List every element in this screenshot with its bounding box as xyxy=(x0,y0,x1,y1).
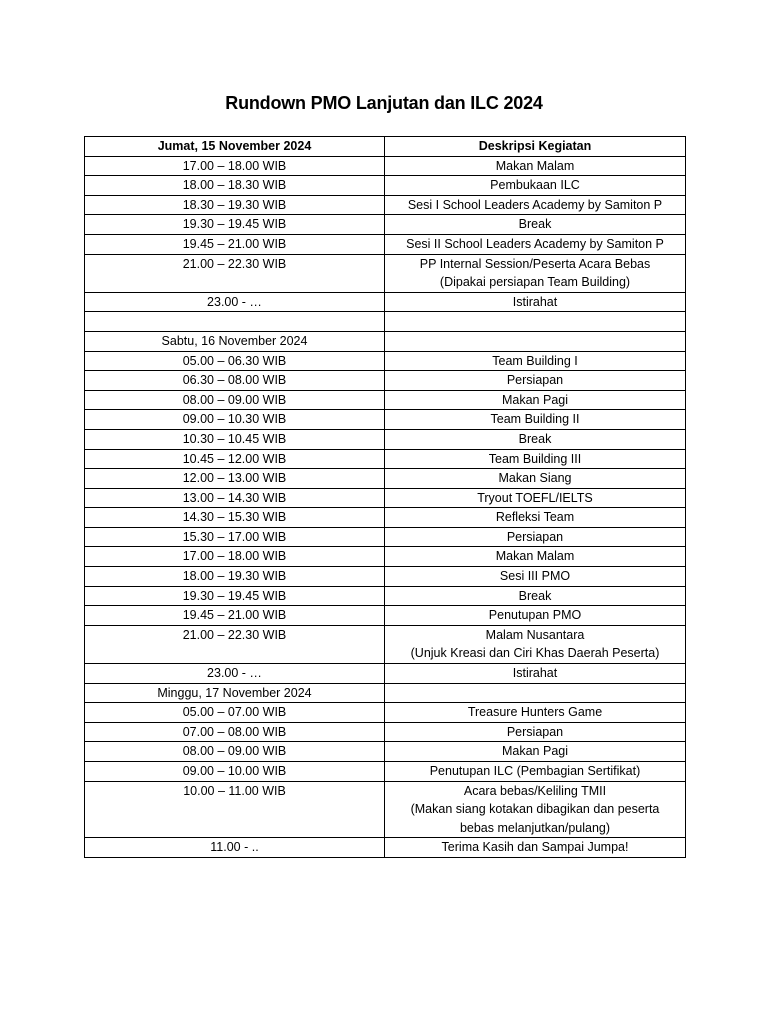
description-line: Penutupan PMO xyxy=(488,608,582,623)
table-row xyxy=(85,156,686,176)
table-row xyxy=(85,312,686,332)
table-row xyxy=(85,625,686,663)
description-cell xyxy=(385,586,686,606)
description-cell xyxy=(385,722,686,742)
time-cell: 08.00 – 09.00 WIB xyxy=(85,742,385,762)
description-cell xyxy=(385,488,686,508)
description-cell xyxy=(385,390,686,410)
time-cell: 10.00 – 11.00 WIB xyxy=(85,781,385,838)
description-cell xyxy=(385,547,686,567)
description-line: Makan Pagi xyxy=(501,392,568,407)
table-row xyxy=(85,547,686,567)
table-body xyxy=(85,156,686,857)
description-line: Treasure Hunters Game xyxy=(467,705,603,720)
description-cell xyxy=(385,508,686,528)
time-cell: 23.00 - … xyxy=(85,292,385,312)
description-line: Team Building I xyxy=(492,353,578,368)
time-cell: 17.00 – 18.00 WIB xyxy=(85,547,385,567)
description-line: bebas melanjutkan/pulang) xyxy=(459,820,611,835)
description-line: Sesi III PMO xyxy=(499,569,571,584)
table-row xyxy=(85,781,686,838)
table-row xyxy=(85,586,686,606)
page-title: Rundown PMO Lanjutan dan ILC 2024 xyxy=(225,93,543,113)
time-cell xyxy=(85,312,385,332)
description-line: Makan Malam xyxy=(495,158,575,173)
description-cell xyxy=(385,410,686,430)
description-line: Malam Nusantara xyxy=(485,627,585,642)
table-header-row xyxy=(85,137,686,157)
description-cell xyxy=(385,351,686,371)
table-row xyxy=(85,215,686,235)
time-cell: 09.00 – 10.00 WIB xyxy=(85,762,385,782)
time-cell: 05.00 – 07.00 WIB xyxy=(85,703,385,723)
time-cell: 15.30 – 17.00 WIB xyxy=(85,527,385,547)
description-cell xyxy=(385,625,686,663)
description-line: Team Building III xyxy=(488,451,582,466)
description-cell xyxy=(385,195,686,215)
description-line xyxy=(389,684,681,703)
description-cell xyxy=(385,664,686,684)
table-row xyxy=(85,722,686,742)
description-line: Acara bebas/Keliling TMII xyxy=(463,783,607,798)
time-cell: 13.00 – 14.30 WIB xyxy=(85,488,385,508)
table-row xyxy=(85,449,686,469)
description-line: Team Building II xyxy=(490,412,580,427)
description-cell xyxy=(385,292,686,312)
table-row xyxy=(85,234,686,254)
time-cell: 17.00 – 18.00 WIB xyxy=(85,156,385,176)
time-cell: 21.00 – 22.30 WIB xyxy=(85,625,385,663)
time-cell: 11.00 - .. xyxy=(85,838,385,858)
time-cell: 12.00 – 13.00 WIB xyxy=(85,469,385,489)
time-cell: 08.00 – 09.00 WIB xyxy=(85,390,385,410)
description-cell xyxy=(385,331,686,351)
description-line: Persiapan xyxy=(506,529,564,544)
description-line: Tryout TOEFL/IELTS xyxy=(477,490,593,505)
description-cell xyxy=(385,234,686,254)
description-cell xyxy=(385,371,686,391)
description-cell xyxy=(385,742,686,762)
table-row xyxy=(85,292,686,312)
description-line: Pembukaan ILC xyxy=(490,178,580,193)
time-cell: 19.45 – 21.00 WIB xyxy=(85,606,385,626)
header-description: Deskripsi Kegiatan xyxy=(385,137,686,157)
description-cell xyxy=(385,781,686,838)
description-line xyxy=(389,332,681,351)
table-row xyxy=(85,488,686,508)
time-cell: 18.00 – 19.30 WIB xyxy=(85,567,385,587)
description-line: Sesi II School Leaders Academy by Samiton P xyxy=(406,236,664,251)
description-cell xyxy=(385,683,686,703)
description-line: Persiapan xyxy=(506,724,564,739)
description-line: Istirahat xyxy=(512,666,558,681)
table-row xyxy=(85,254,686,292)
time-cell: 14.30 – 15.30 WIB xyxy=(85,508,385,528)
time-cell: 06.30 – 08.00 WIB xyxy=(85,371,385,391)
description-cell xyxy=(385,215,686,235)
table-row xyxy=(85,838,686,858)
header-day: Jumat, 15 November 2024 xyxy=(85,137,385,157)
description-line: Makan Pagi xyxy=(501,744,568,759)
time-cell: 10.45 – 12.00 WIB xyxy=(85,449,385,469)
time-cell: 21.00 – 22.30 WIB xyxy=(85,254,385,292)
description-cell xyxy=(385,429,686,449)
description-line: Istirahat xyxy=(512,294,558,309)
time-cell: Minggu, 17 November 2024 xyxy=(85,683,385,703)
table-row xyxy=(85,351,686,371)
table-row xyxy=(85,469,686,489)
time-cell: 23.00 - … xyxy=(85,664,385,684)
description-line: Penutupan ILC (Pembagian Sertifikat) xyxy=(429,764,641,778)
description-line: Makan Malam xyxy=(495,549,575,564)
table-row xyxy=(85,195,686,215)
time-cell: 19.45 – 21.00 WIB xyxy=(85,234,385,254)
time-cell: 18.30 – 19.30 WIB xyxy=(85,195,385,215)
table-row xyxy=(85,606,686,626)
description-cell xyxy=(385,838,686,858)
table-row xyxy=(85,703,686,723)
description-line: Makan Siang xyxy=(498,471,572,486)
description-line: PP Internal Session/Peserta Acara Bebas xyxy=(419,256,651,271)
description-line: Refleksi Team xyxy=(495,510,575,525)
description-cell xyxy=(385,606,686,626)
description-cell xyxy=(385,254,686,292)
time-cell: 19.30 – 19.45 WIB xyxy=(85,586,385,606)
description-line: (Unjuk Kreasi dan Ciri Khas Daerah Peserta) xyxy=(410,646,660,661)
table-row xyxy=(85,567,686,587)
description-line: Persiapan xyxy=(506,373,564,388)
description-cell xyxy=(385,156,686,176)
description-cell xyxy=(385,469,686,489)
description-line: Sesi I School Leaders Academy by Samiton P xyxy=(407,197,663,212)
table-row xyxy=(85,410,686,430)
table-row xyxy=(85,683,686,703)
description-line: Break xyxy=(518,431,552,446)
time-cell: 05.00 – 06.30 WIB xyxy=(85,351,385,371)
description-cell xyxy=(385,449,686,469)
description-line: Break xyxy=(518,588,552,603)
table-row xyxy=(85,176,686,196)
table-row xyxy=(85,508,686,528)
table-row xyxy=(85,429,686,449)
table-row xyxy=(85,390,686,410)
time-cell: 18.00 – 18.30 WIB xyxy=(85,176,385,196)
table-row xyxy=(85,527,686,547)
description-cell xyxy=(385,567,686,587)
time-cell: 09.00 – 10.30 WIB xyxy=(85,410,385,430)
rundown-table xyxy=(84,136,686,858)
description-line: (Dipakai persiapan Team Building) xyxy=(439,275,631,290)
description-line: (Makan siang kotakan dibagikan dan peserta xyxy=(410,802,660,817)
description-line: Terima Kasih dan Sampai Jumpa! xyxy=(441,840,629,855)
table-row xyxy=(85,762,686,782)
time-cell: 07.00 – 08.00 WIB xyxy=(85,722,385,742)
table-row xyxy=(85,742,686,762)
description-cell xyxy=(385,703,686,723)
table-row xyxy=(85,664,686,684)
table-row xyxy=(85,371,686,391)
table-row xyxy=(85,331,686,351)
description-cell xyxy=(385,527,686,547)
description-cell xyxy=(385,312,686,332)
description-line: Break xyxy=(518,217,552,232)
time-cell: Sabtu, 16 November 2024 xyxy=(85,331,385,351)
description-line xyxy=(389,312,681,331)
description-cell xyxy=(385,762,686,782)
description-cell xyxy=(385,176,686,196)
time-cell: 19.30 – 19.45 WIB xyxy=(85,215,385,235)
time-cell: 10.30 – 10.45 WIB xyxy=(85,429,385,449)
